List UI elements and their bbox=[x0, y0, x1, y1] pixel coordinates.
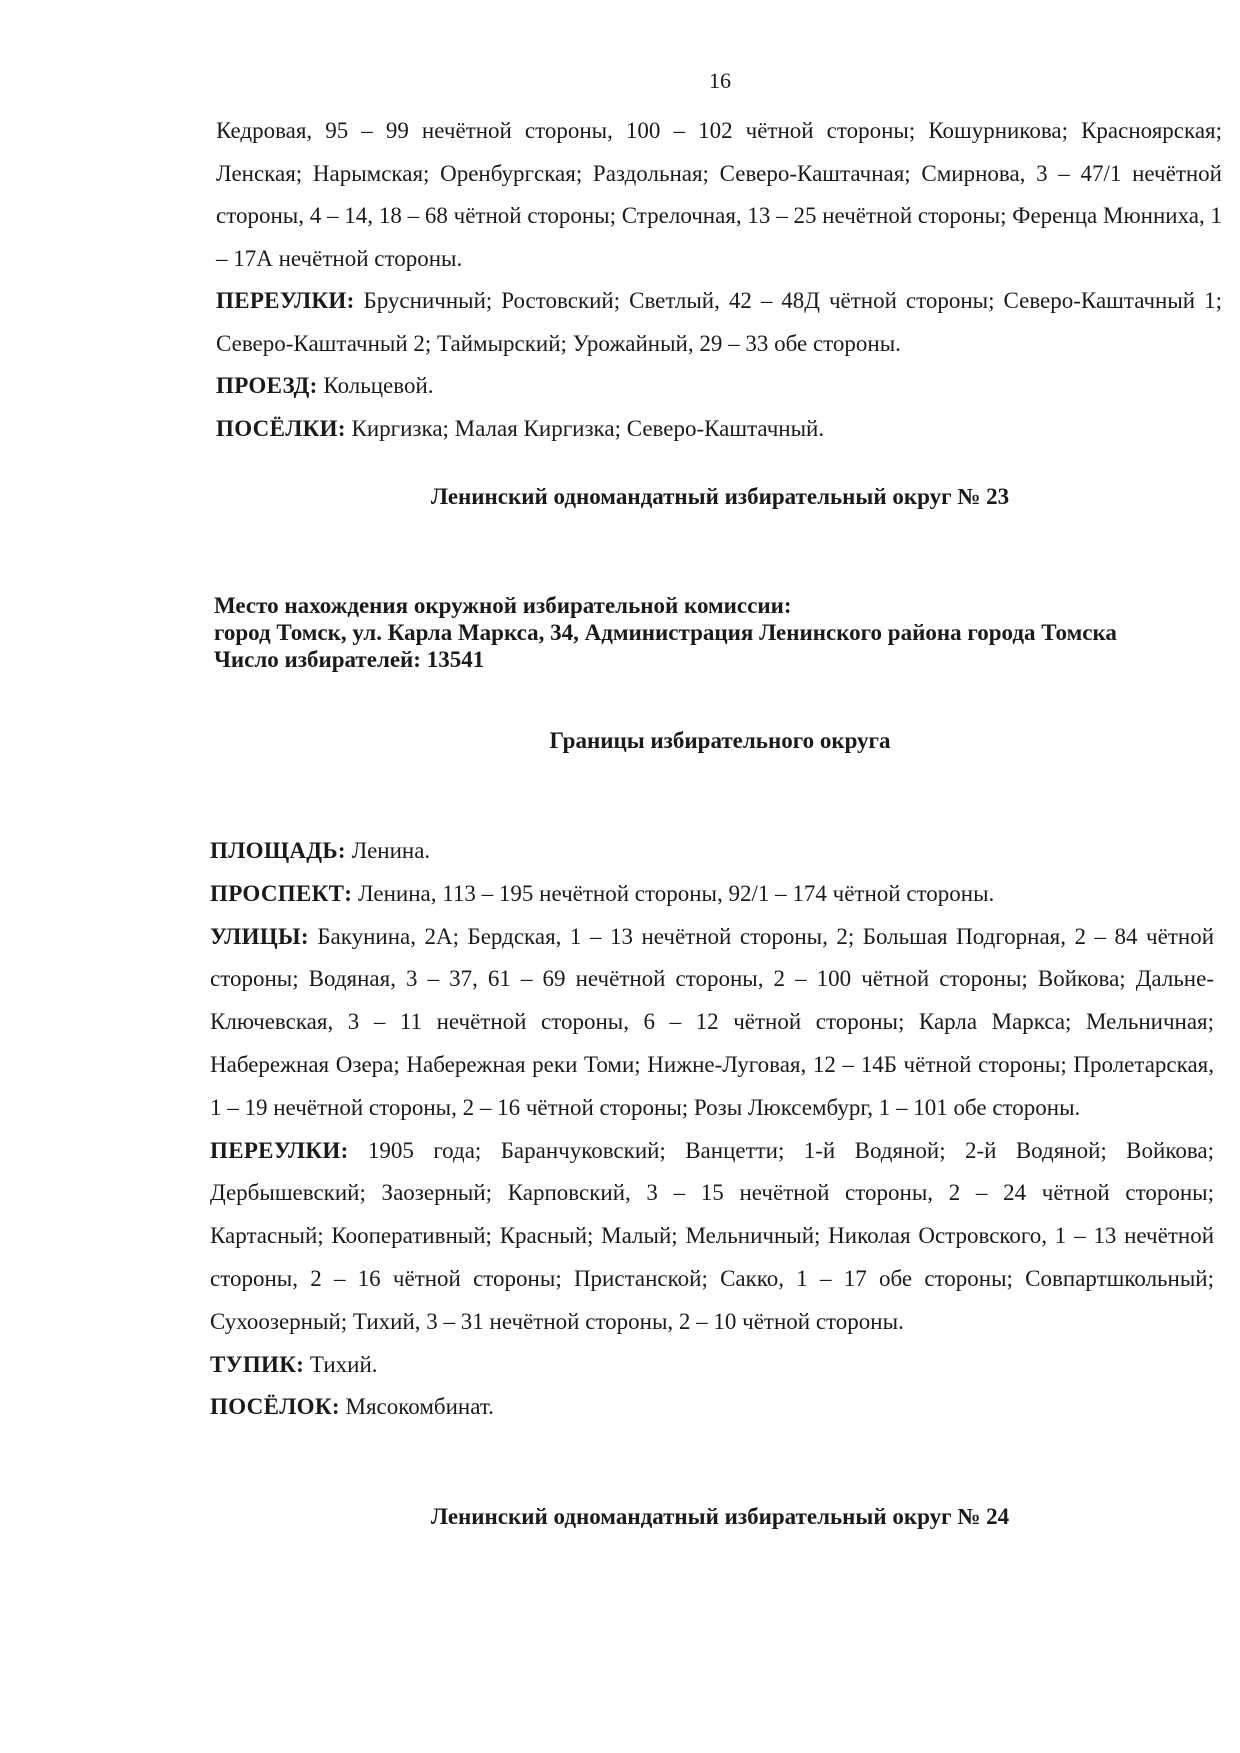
lanes-label-23: ПЕРЕУЛКИ: bbox=[210, 1137, 349, 1163]
square-text: Ленина. bbox=[345, 838, 431, 863]
voters-count: Число избирателей: 13541 bbox=[214, 647, 485, 672]
streets-label: УЛИЦЫ: bbox=[210, 923, 309, 949]
streets-paragraph bbox=[210, 916, 1214, 1130]
district-24-title: Ленинский одномандатный избирательный округ № 24 bbox=[430, 1504, 1010, 1529]
settlement-paragraph bbox=[210, 1386, 1214, 1429]
commission-address: город Томск, ул. Карла Маркса, 34, Администрация Ленинского района города Томска bbox=[214, 620, 1117, 645]
lanes-text: Брусничный; Ростовский; Светлый, 42 – 48Д чётной стороны; Северо-Каштачный 1; Северо-Каштачный 2; Таймырский; Урожайный, 29 – 33 обе стороны. bbox=[216, 288, 1222, 356]
settlement-label: ПОСЁЛОК: bbox=[210, 1394, 340, 1420]
lanes-paragraph bbox=[216, 280, 1222, 365]
commission-location-label: Место нахождения окружной избирательной комиссии: bbox=[214, 593, 792, 618]
deadend-text: Тихий. bbox=[304, 1351, 378, 1377]
lanes-label: ПЕРЕУЛКИ: bbox=[216, 288, 355, 313]
avenue-label: ПРОСПЕКТ: bbox=[210, 880, 353, 906]
passage-paragraph bbox=[216, 365, 1222, 408]
settlements-text: Киргизка; Малая Киргизка; Северо-Каштачный. bbox=[345, 415, 825, 441]
commission-info bbox=[214, 592, 1224, 673]
district-23-title: Ленинский одномандатный избирательный округ № 23 bbox=[430, 484, 1010, 509]
boundaries-title: Границы избирательного округа bbox=[549, 728, 891, 753]
page-number: 16 bbox=[709, 68, 731, 93]
avenue-text: Ленина, 113 – 195 нечётной стороны, 92/1 – 174 чётной стороны. bbox=[352, 880, 995, 906]
settlements-paragraph bbox=[216, 408, 1222, 451]
square-paragraph bbox=[210, 830, 1214, 873]
passage-text: Кольцевой. bbox=[317, 373, 434, 398]
deadend-label: ТУПИК: bbox=[210, 1351, 305, 1377]
settlements-label: ПОСЁЛКИ: bbox=[216, 415, 346, 441]
avenue-paragraph bbox=[210, 873, 1214, 916]
settlement-text: Мясокомбинат. bbox=[339, 1394, 494, 1420]
passage-label: ПРОЕЗД: bbox=[216, 373, 318, 398]
streets-continuation: Кедровая, 95 – 99 нечётной стороны, 100 – 102 чётной стороны; Кошурникова; Красноярская; Ленская; Нарымская; Оренбургская; Раздольная; Северо-Каштачная; Смирнова, 3 – 47/1 нечётной стороны, 4 – 14, 18 – 68 чётной стороны; Стрелочная, 13 – 25 нечётной стороны; Ференца Мюнниха, 1 – 17А нечётной стороны. bbox=[216, 118, 1222, 271]
lanes-text-23: 1905 года; Баранчуковский; Ванцетти; 1-й Водяной; 2-й Водяной; Войкова; Дербышевский; Заозерный; Карповский, 3 – 15 нечётной стороны, 2 – 24 чётной стороны; Картасный; Кооперативный; Красный; Малый; Мельничный; Николая Островского, 1 – 13 нечётной стороны, 2 – 16 чётной стороны; Пристанской; Сакко, 1 – 17 обе стороны; Совпартшкольный; Сухоозерный; Тихий, 3 – 31 нечётной стороны, 2 – 10 чётной стороны. bbox=[210, 1137, 1214, 1334]
streets-text: Бакунина, 2А; Бердская, 1 – 13 нечётной стороны, 2; Большая Подгорная, 2 – 84 чётной стороны; Водяная, 3 – 37, 61 – 69 нечётной стороны, 2 – 100 чётной стороны; Войкова; Дальне-Ключевская, 3 – 11 нечётной стороны, 6 – 12 чётной стороны; Карла Маркса; Мельничная; Набережная Озера; Набережная реки Томи; Нижне-Луговая, 12 – 14Б чётной стороны; Пролетарская, 1 – 19 нечётной стороны, 2 – 16 чётной стороны; Розы Люксембург, 1 – 101 обе стороны. bbox=[210, 923, 1214, 1120]
previous-district-continuation bbox=[216, 110, 1222, 450]
lanes-paragraph-23 bbox=[210, 1130, 1214, 1344]
district-23-boundaries bbox=[210, 830, 1214, 1429]
square-label: ПЛОЩАДЬ: bbox=[210, 838, 346, 863]
deadend-paragraph bbox=[210, 1344, 1214, 1387]
